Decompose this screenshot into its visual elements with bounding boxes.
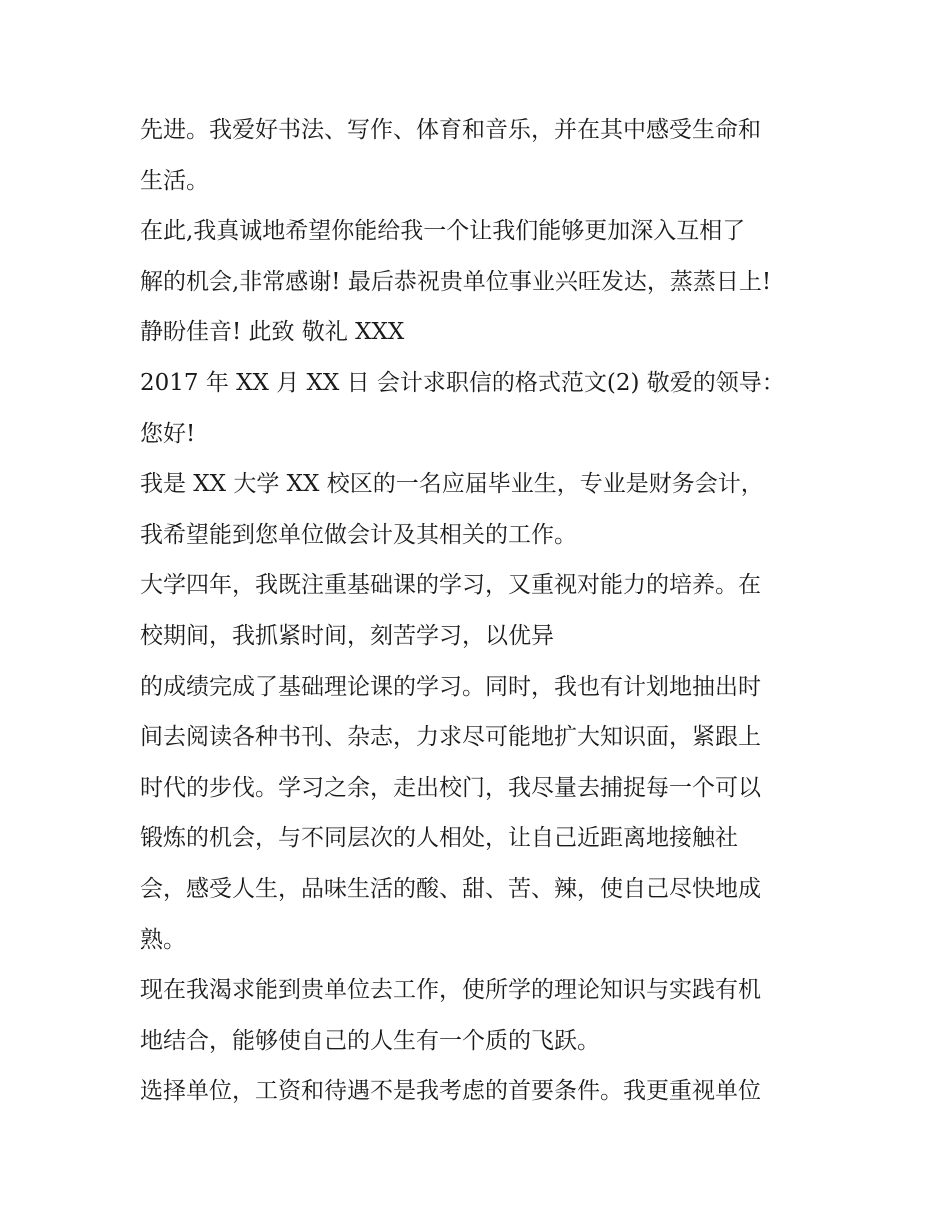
text-line: 生活。 [140, 167, 209, 194]
text-line: 的成绩完成了基础理论课的学习。同时，我也有计划地抽出时 [140, 673, 761, 700]
text-line: 时代的步伐。学习之余，走出校门，我尽量去捕捉每一个可以 [140, 774, 761, 801]
text-line: 地结合，能够使自己的人生有一个质的飞跃。 [140, 1027, 600, 1054]
text-line: 先进。我爱好书法、写作、体育和音乐，并在其中感受生命和 [140, 117, 761, 143]
text-line: 锻炼的机会，与不同层次的人相处，让自己近距离地接触社 [140, 825, 738, 852]
text-line: 我是 XX 大学 XX 校区的一名应届毕业生，专业是财务会计， [140, 471, 764, 498]
text-line: 静盼佳音! 此致 敬礼 XXX [140, 319, 405, 346]
document-body [140, 105, 830, 1117]
text-line: 会，感受人生，品味生活的酸、甜、苦、辣，使自己尽快地成 [140, 875, 761, 902]
text-line: 校期间，我抓紧时间，刻苦学习，以优异 [140, 622, 554, 649]
text-line: 我希望能到您单位做会计及其相关的工作。 [140, 521, 577, 548]
text-line: 大学四年，我既注重基础课的学习，又重视对能力的培养。在 [140, 572, 761, 599]
text-line: 2017 年 XX 月 XX 日 会计求职信的格式范文(2) 敬爱的领导： [140, 369, 785, 396]
text-line: 熟。 [140, 926, 186, 953]
text-line: 在此,我真诚地希望你能给我一个让我们能够更加深入互相了 [140, 218, 746, 245]
text-line: 解的机会,非常感谢! 最后恭祝贵单位事业兴旺发达，蒸蒸日上! [140, 268, 772, 295]
text-line: 您好! [140, 420, 196, 447]
text-line: 选择单位，工资和待遇不是我考虑的首要条件。我更重视单位 [140, 1078, 761, 1105]
text-line: 现在我渴求能到贵单位去工作，使所学的理论知识与实践有机 [140, 977, 761, 1004]
text-line: 间去阅读各种书刊、杂志，力求尽可能地扩大知识面，紧跟上 [140, 724, 761, 751]
